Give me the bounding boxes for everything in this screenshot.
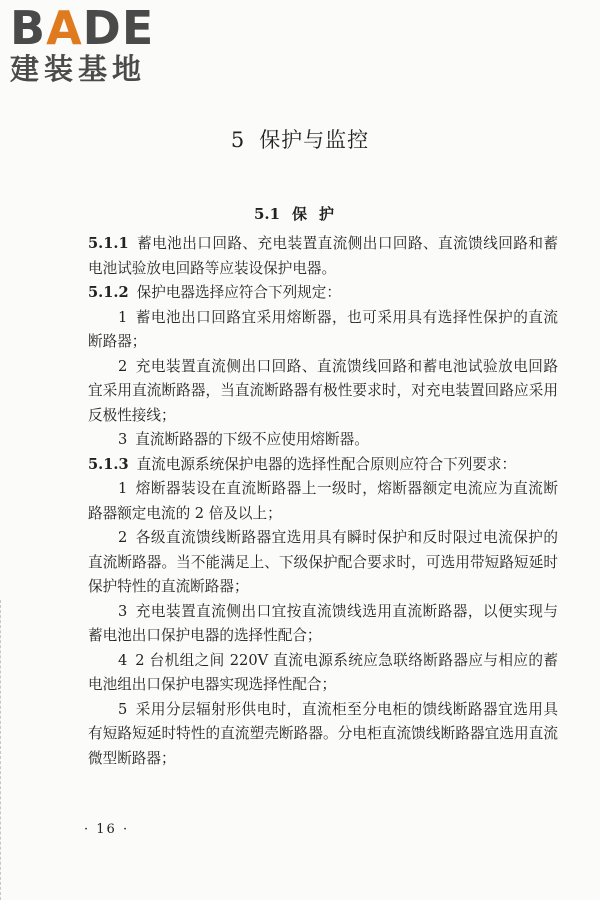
clause-text: 保护电器选择应符合下列规定： [136, 284, 341, 301]
logo-subtitle: 建装基地 [10, 52, 147, 86]
clause-text: 直流电源系统保护电器的选择性配合原则应符合下列要求： [136, 455, 517, 473]
item-number: 4 [118, 651, 128, 669]
chapter-number: 5 [230, 128, 246, 152]
scan-edge-divider [0, 600, 4, 900]
item-number: 1 [118, 480, 128, 497]
clause-text: 蓄电池出口回路、充电装置直流侧出口回路、直流馈线回路和蓄电池试验放电回路等应装设保护电器。 [88, 235, 558, 277]
item-number: 1 [118, 308, 128, 326]
item-number: 2 [118, 357, 128, 375]
item-paragraph [88, 600, 558, 649]
item-paragraph [88, 698, 558, 772]
clause-paragraph [88, 453, 558, 478]
section-number: 5.1 [253, 205, 281, 223]
item-text: 各级直流馈线断路器宜选用具有瞬时保护和反时限过电流保护的直流断路器。当不能满足上、下级保护配合要求时，可选用带短路短延时保护特性的直流断路器； [88, 529, 558, 595]
item-number: 2 [118, 529, 128, 546]
item-paragraph [88, 526, 558, 600]
clause-number: 5.1.1 [88, 235, 129, 252]
item-text: 熔断器装设在直流断路器上一级时，熔断器额定电流应为直流断路器额定电流的 2 倍及以上； [88, 480, 558, 522]
item-text: 蓄电池出口回路宜采用熔断器，也可采用具有选择性保护的直流断路器； [88, 308, 558, 350]
item-paragraph [88, 306, 558, 355]
item-paragraph [88, 649, 558, 698]
clause-paragraph [88, 281, 558, 306]
chapter-title [0, 124, 600, 154]
item-number: 3 [118, 431, 128, 448]
clause-paragraph [88, 232, 558, 281]
item-text: 2 台机组之间 220V 直流电源系统应急联络断路器应与相应的蓄电池组出口保护电器实现选择性配合； [88, 651, 558, 693]
item-number: 5 [118, 700, 128, 718]
clause-number: 5.1.3 [88, 455, 129, 473]
item-text: 充电装置直流侧出口回路、直流馈线回路和蓄电池试验放电回路宜采用直流断路器，当直流断路器有极性要求时，对充电装置回路应采用反极性接线； [88, 357, 558, 424]
item-text: 充电装置直流侧出口宜按直流馈线选用直流断路器，以便实现与蓄电池出口保护电器的选择性配合； [88, 602, 558, 644]
item-paragraph [88, 355, 558, 429]
clause-number: 5.1.2 [88, 284, 129, 301]
section-name: 保护 [292, 205, 347, 223]
chapter-name: 保护与监控 [259, 128, 370, 152]
section-title [0, 203, 600, 224]
logo-wordmark: BADE [10, 1, 155, 55]
bade-logo [10, 1, 180, 86]
item-paragraph [88, 477, 558, 526]
item-paragraph [88, 428, 558, 453]
body-text [88, 232, 558, 771]
item-text: 采用分层辐射形供电时，直流柜至分电柜的馈线断路器宜选用具有短路短延时特性的直流塑壳断路器。分电柜直流馈线断路器宜选用直流微型断路器； [88, 700, 558, 767]
page-number: · 16 · [84, 822, 130, 837]
item-text: 直流断路器的下级不应使用熔断器。 [135, 431, 369, 448]
item-number: 3 [118, 602, 128, 620]
